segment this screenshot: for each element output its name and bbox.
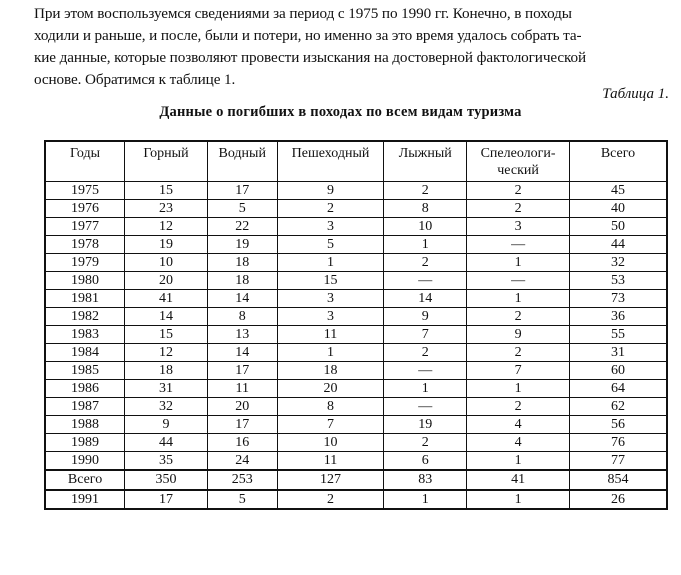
cell-caving: 9 — [467, 326, 570, 344]
cell-ski: 2 — [384, 434, 467, 452]
cell-caving: 1 — [467, 380, 570, 398]
cell-total: 50 — [569, 218, 667, 236]
cell-mountain: 15 — [125, 326, 208, 344]
cell-hiking: 3 — [277, 308, 384, 326]
cell-year: 1980 — [45, 272, 125, 290]
table-row — [45, 452, 667, 471]
cell-hiking: 2 — [277, 490, 384, 509]
table-row-1991 — [45, 490, 667, 509]
table-row — [45, 344, 667, 362]
cell-caving: 1 — [467, 452, 570, 471]
table-row — [45, 236, 667, 254]
cell-water: 5 — [207, 200, 277, 218]
cell-water: 17 — [207, 182, 277, 200]
cell-year: 1978 — [45, 236, 125, 254]
table-row — [45, 434, 667, 452]
cell-water: 253 — [207, 470, 277, 490]
table-row — [45, 308, 667, 326]
intro-paragraph — [34, 3, 674, 91]
cell-water: 18 — [207, 272, 277, 290]
cell-mountain: 350 — [125, 470, 208, 490]
cell-year: 1989 — [45, 434, 125, 452]
cell-year: 1988 — [45, 416, 125, 434]
cell-ski: 83 — [384, 470, 467, 490]
cell-total: 53 — [569, 272, 667, 290]
paragraph-line: При этом воспользуемся сведениями за период с 1975 по 1990 гг. Конечно, в походы — [34, 5, 572, 22]
column-header-years: Годы — [45, 141, 125, 182]
table-row — [45, 218, 667, 236]
cell-year: 1979 — [45, 254, 125, 272]
cell-ski: 2 — [384, 254, 467, 272]
cell-year: 1985 — [45, 362, 125, 380]
cell-hiking: 7 — [277, 416, 384, 434]
cell-total: 40 — [569, 200, 667, 218]
cell-mountain: 31 — [125, 380, 208, 398]
cell-year: 1983 — [45, 326, 125, 344]
cell-year: 1991 — [45, 490, 125, 509]
cell-hiking: 1 — [277, 254, 384, 272]
cell-hiking: 3 — [277, 290, 384, 308]
cell-total: 60 — [569, 362, 667, 380]
cell-ski: — — [384, 398, 467, 416]
cell-year: 1977 — [45, 218, 125, 236]
table-body — [45, 182, 667, 510]
cell-ski: 8 — [384, 200, 467, 218]
cell-hiking: 2 — [277, 200, 384, 218]
column-header-ski: Лыжный — [384, 141, 467, 182]
cell-water: 14 — [207, 344, 277, 362]
cell-water: 16 — [207, 434, 277, 452]
cell-mountain: 35 — [125, 452, 208, 471]
cell-water: 17 — [207, 416, 277, 434]
data-table — [44, 140, 668, 510]
cell-mountain: 32 — [125, 398, 208, 416]
paragraph-line: основе. Обратимся к таблице 1. — [34, 71, 236, 88]
cell-year: 1976 — [45, 200, 125, 218]
cell-water: 14 — [207, 290, 277, 308]
cell-mountain: 17 — [125, 490, 208, 509]
cell-caving: 2 — [467, 398, 570, 416]
column-header-water: Водный — [207, 141, 277, 182]
cell-total: 64 — [569, 380, 667, 398]
cell-hiking: 20 — [277, 380, 384, 398]
cell-caving: 41 — [467, 470, 570, 490]
cell-hiking: 9 — [277, 182, 384, 200]
cell-total: 62 — [569, 398, 667, 416]
cell-hiking: 3 — [277, 218, 384, 236]
cell-caving: 1 — [467, 254, 570, 272]
cell-hiking: 1 — [277, 344, 384, 362]
cell-ski: 9 — [384, 308, 467, 326]
cell-caving: 2 — [467, 308, 570, 326]
cell-caving: 3 — [467, 218, 570, 236]
cell-hiking: 18 — [277, 362, 384, 380]
cell-mountain: 14 — [125, 308, 208, 326]
cell-total: 44 — [569, 236, 667, 254]
cell-caving: 1 — [467, 290, 570, 308]
cell-total: 77 — [569, 452, 667, 471]
cell-mountain: 10 — [125, 254, 208, 272]
cell-hiking: 5 — [277, 236, 384, 254]
table-row — [45, 380, 667, 398]
column-header-caving: Спелеологи-ческий — [467, 141, 570, 182]
cell-total: 73 — [569, 290, 667, 308]
cell-mountain: 44 — [125, 434, 208, 452]
cell-ski: 2 — [384, 344, 467, 362]
cell-mountain: 12 — [125, 344, 208, 362]
table-row — [45, 272, 667, 290]
cell-year: 1982 — [45, 308, 125, 326]
column-header-hiking: Пешеходный — [277, 141, 384, 182]
cell-total: 76 — [569, 434, 667, 452]
table-row — [45, 290, 667, 308]
cell-ski: — — [384, 272, 467, 290]
cell-water: 13 — [207, 326, 277, 344]
cell-caving: — — [467, 236, 570, 254]
cell-hiking: 10 — [277, 434, 384, 452]
cell-mountain: 20 — [125, 272, 208, 290]
cell-total: 26 — [569, 490, 667, 509]
cell-water: 11 — [207, 380, 277, 398]
cell-year: 1987 — [45, 398, 125, 416]
cell-water: 5 — [207, 490, 277, 509]
table-row — [45, 182, 667, 200]
cell-total: 55 — [569, 326, 667, 344]
cell-year: 1981 — [45, 290, 125, 308]
cell-year: Всего — [45, 470, 125, 490]
cell-total: 854 — [569, 470, 667, 490]
cell-caving: 2 — [467, 344, 570, 362]
cell-ski: 10 — [384, 218, 467, 236]
cell-total: 45 — [569, 182, 667, 200]
cell-mountain: 12 — [125, 218, 208, 236]
table-header-row — [45, 141, 667, 182]
cell-ski: 7 — [384, 326, 467, 344]
table-row — [45, 362, 667, 380]
table-row — [45, 326, 667, 344]
cell-ski: — — [384, 362, 467, 380]
cell-year: 1986 — [45, 380, 125, 398]
cell-ski: 14 — [384, 290, 467, 308]
cell-mountain: 41 — [125, 290, 208, 308]
cell-ski: 2 — [384, 182, 467, 200]
cell-total: 56 — [569, 416, 667, 434]
cell-mountain: 23 — [125, 200, 208, 218]
cell-hiking: 11 — [277, 452, 384, 471]
cell-caving: 7 — [467, 362, 570, 380]
cell-total: 36 — [569, 308, 667, 326]
table-row — [45, 254, 667, 272]
cell-water: 19 — [207, 236, 277, 254]
cell-caving: 2 — [467, 182, 570, 200]
cell-hiking: 15 — [277, 272, 384, 290]
table-row — [45, 416, 667, 434]
cell-caving: 1 — [467, 490, 570, 509]
cell-mountain: 18 — [125, 362, 208, 380]
table-label: Таблица 1. — [602, 86, 669, 102]
cell-caving: — — [467, 272, 570, 290]
cell-total: 32 — [569, 254, 667, 272]
cell-year: 1975 — [45, 182, 125, 200]
cell-hiking: 11 — [277, 326, 384, 344]
cell-caving: 4 — [467, 434, 570, 452]
table-title: Данные о погибших в походах по всем видам туризма — [159, 104, 522, 120]
cell-year: 1984 — [45, 344, 125, 362]
cell-hiking: 8 — [277, 398, 384, 416]
cell-ski: 1 — [384, 236, 467, 254]
cell-ski: 1 — [384, 380, 467, 398]
cell-caving: 2 — [467, 200, 570, 218]
cell-water: 22 — [207, 218, 277, 236]
column-header-total: Всего — [569, 141, 667, 182]
column-header-mountain: Горный — [125, 141, 208, 182]
cell-ski: 19 — [384, 416, 467, 434]
cell-year: 1990 — [45, 452, 125, 471]
cell-water: 24 — [207, 452, 277, 471]
paragraph-line: кие данные, которые позволяют провести изыскания на достоверной фактологической — [34, 49, 587, 66]
cell-mountain: 19 — [125, 236, 208, 254]
cell-mountain: 9 — [125, 416, 208, 434]
cell-ski: 1 — [384, 490, 467, 509]
table-row — [45, 200, 667, 218]
cell-ski: 6 — [384, 452, 467, 471]
cell-water: 20 — [207, 398, 277, 416]
cell-water: 18 — [207, 254, 277, 272]
cell-total: 31 — [569, 344, 667, 362]
paragraph-line: ходили и раньше, и после, были и потери, но именно за это время удалось собрать та- — [34, 27, 582, 44]
table-total-row — [45, 470, 667, 490]
cell-caving: 4 — [467, 416, 570, 434]
cell-hiking: 127 — [277, 470, 384, 490]
cell-water: 17 — [207, 362, 277, 380]
cell-water: 8 — [207, 308, 277, 326]
table-row — [45, 398, 667, 416]
cell-mountain: 15 — [125, 182, 208, 200]
